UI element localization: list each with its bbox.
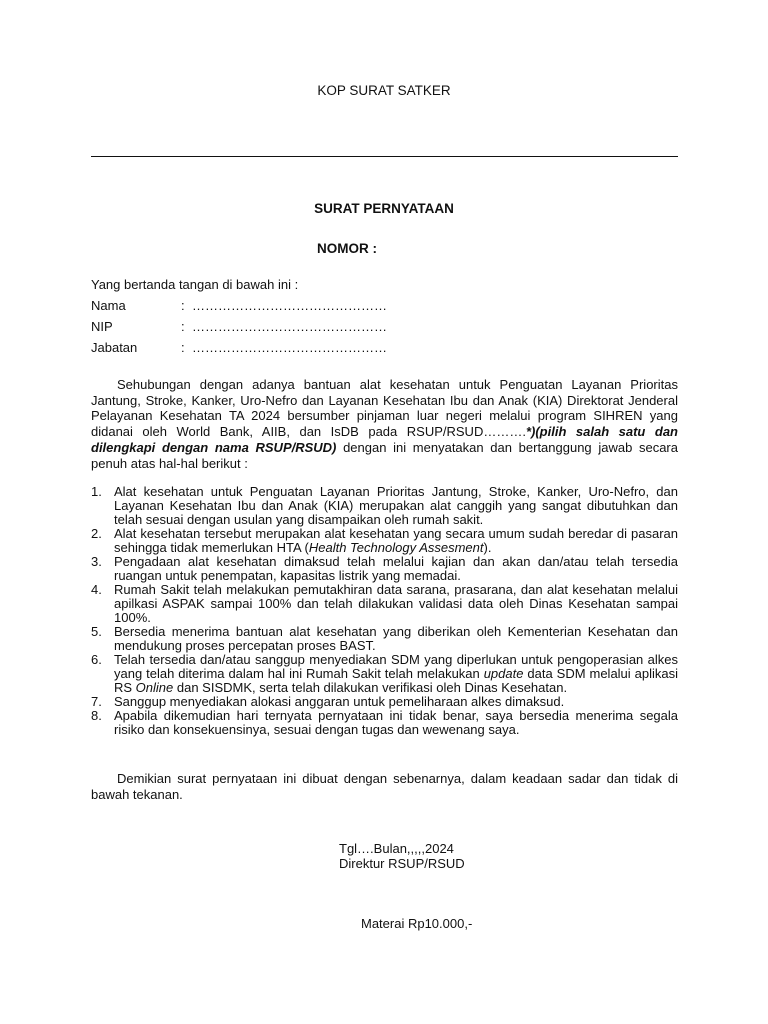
signature-title: Direktur RSUP/RSUD [339, 856, 465, 871]
field-colon: : [181, 319, 185, 334]
stamp-duty-label: Materai Rp10.000,- [361, 916, 473, 931]
document-number-label: NOMOR : [317, 241, 377, 256]
field-value: ……………………………………… [192, 319, 387, 334]
list-item: 8. Apabila dikemudian hari ternyata pernyataan ini tidak benar, saya bersedia menerima segala risiko dan konsekuensinya, sesuai dengan tugas dan wewenang saya. [91, 708, 678, 737]
field-colon: : [181, 298, 185, 313]
field-value: ……………………………………… [192, 298, 387, 313]
list-item: 1. Alat kesehatan untuk Penguatan Layanan Prioritas Jantung, Stroke, Kanker, Uro-Nefro, dan Layanan Kesehatan Ibu dan Anak (KIA) merupakan alat canggih yang sangat dibutuhkan dan telah sesuai dengan usulan yang disampaikan oleh rumah sakit. [91, 484, 678, 527]
list-item: 4. Rumah Sakit telah melakukan pemutakhiran data sarana, prasarana, dan alat kesehatan melalui apilkasi ASPAK sampai 100% dan telah dilakukan validasi data oleh Dinas Kesehatan sampai 100%. [91, 582, 678, 625]
field-nip [91, 319, 387, 340]
list-item: 7. Sanggup menyediakan alokasi anggaran untuk pemeliharaan alkes dimaksud. [91, 694, 565, 709]
list-item: 5. Bersedia menerima bantuan alat kesehatan yang diberikan oleh Kementerian Kesehatan dan mendukung proses percepatan proses BAST. [91, 624, 678, 653]
field-jabatan [91, 340, 387, 361]
list-item: 3. Pengadaan alat kesehatan dimaksud telah melalui kajian dan akan dan/atau telah tersedia ruangan untuk penempatan, kapasitas listrik yang memadai. [91, 554, 678, 583]
intro-text: Yang bertanda tangan di bawah ini : [91, 277, 299, 292]
field-value: ……………………………………… [192, 340, 387, 355]
field-nama [91, 298, 387, 319]
list-item: 2. Alat kesehatan tersebut merupakan alat kesehatan yang secara umum sudah beredar di pasaran sehingga tidak memerlukan HTA (Health Technology Assesment). [91, 526, 678, 555]
statement-paragraph [91, 377, 678, 471]
field-colon: : [181, 340, 185, 355]
field-label: NIP [91, 319, 113, 334]
statement-list [91, 485, 678, 737]
list-item: 6. Telah tersedia dan/atau sanggup menyediakan SDM yang diperlukan untuk pengoperasian alkes yang telah diterima dalam hal ini Rumah Sakit telah melakukan update data SDM melalui aplikasi RS Online dan SISDMK, serta telah dilakukan verifikasi oleh Dinas Kesehatan. [91, 652, 678, 695]
identity-fields [91, 298, 387, 361]
closing-text: Demikian surat pernyataan ini dibuat dengan sebenarnya, dalam keadaan sadar dan tidak di bawah tekanan. [91, 771, 678, 802]
letterhead-divider [91, 156, 678, 157]
letterhead-placeholder: KOP SURAT SATKER [317, 83, 451, 98]
field-label: Jabatan [91, 340, 138, 355]
paragraph-note: *)(pilih salah satu dan dilengkapi dengan nama RSUP/RSUD) [91, 424, 678, 455]
document-title: SURAT PERNYATAAN [314, 201, 454, 216]
paragraph-text-end: dengan ini menyatakan dan bertanggung jawab secara penuh atas hal-hal berikut : [91, 439, 678, 471]
closing-paragraph [91, 771, 678, 802]
signature-date: Tgl….Bulan,,,,,2024 [339, 841, 454, 856]
paragraph-text: Sehubungan dengan adanya bantuan alat kesehatan untuk Penguatan Layanan Prioritas Jantung, Stroke, Kanker, Uro-Nefro dan Layanan Kesehatan Ibu dan Anak (KIA) Direktorat Jenderal Pelayanan Kesehatan TA 2024 bersumber pinjaman luar negeri melalui program SIHREN yang didanai oleh World Bank, AIIB, dan IsDB pada RSUP/RSUD………. [91, 377, 678, 440]
field-label: Nama [91, 298, 126, 313]
